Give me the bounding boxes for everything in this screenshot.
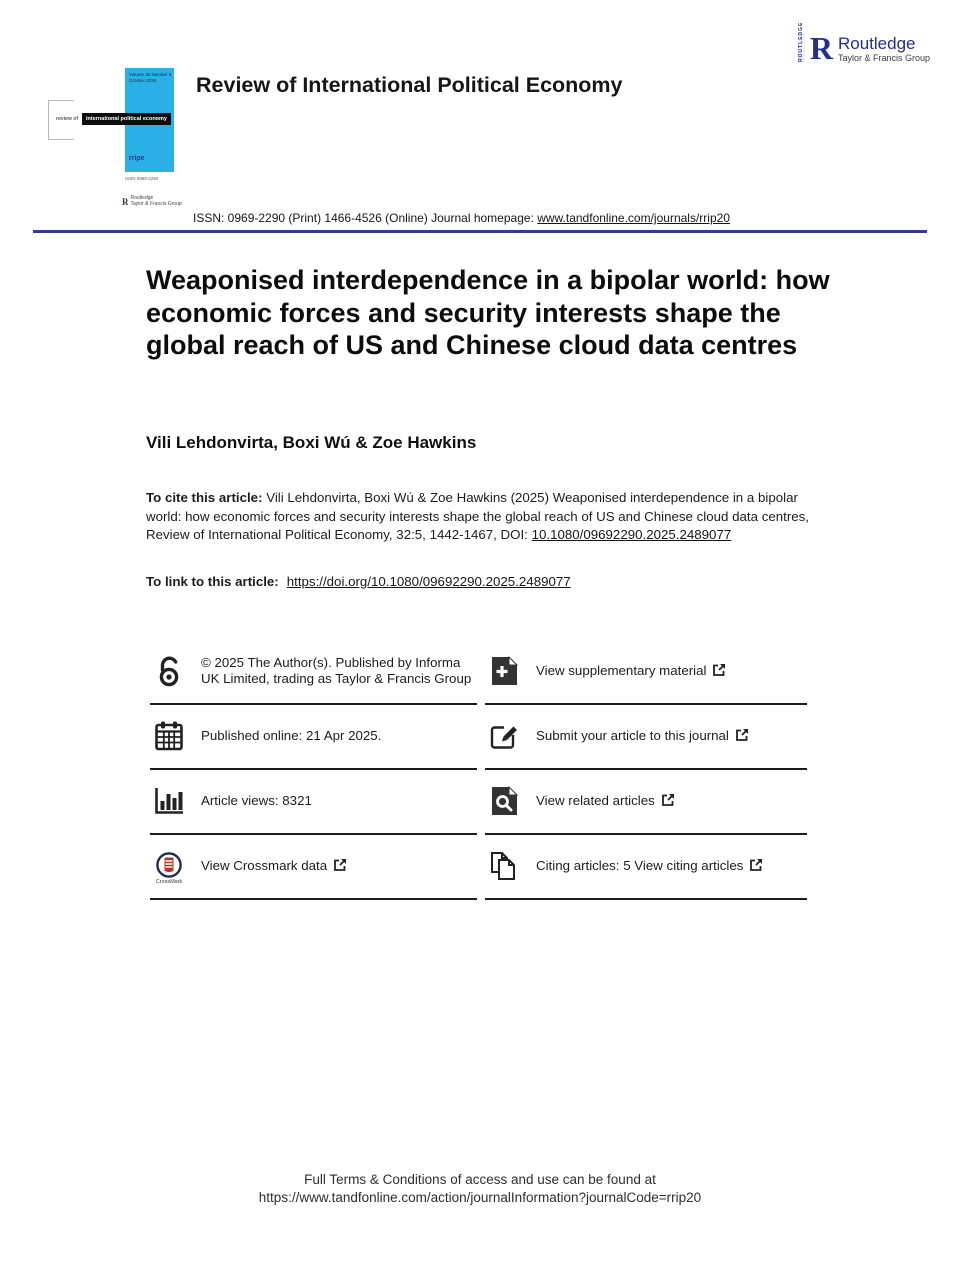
view-related-label: View related articles	[536, 792, 655, 808]
external-link-icon	[712, 663, 726, 677]
article-authors: Vili Lehdonvirta, Boxi Wú & Zoe Hawkins	[146, 433, 477, 452]
routledge-logo	[797, 21, 930, 66]
crossmark-caption: CrossMark	[155, 878, 183, 885]
supplementary-material-icon	[487, 656, 521, 686]
routledge-vertical-text: ROUTLEDGE	[797, 21, 804, 62]
submit-article-label: Submit your article to this journal	[536, 727, 729, 743]
external-link-icon	[749, 858, 763, 872]
journal-title: Review of International Political Economy	[196, 73, 623, 97]
cover-title-banner: international political economy	[82, 113, 171, 125]
external-link-icon	[735, 728, 749, 742]
article-title: Weaponised interdependence in a bipolar world: how economic forces and security interests shape the global reach of US and Chinese cloud data centres	[146, 265, 830, 360]
cover-review-of-text: review of	[56, 116, 79, 122]
related-articles-icon	[487, 786, 521, 816]
terms-url: https://www.tandfonline.com/action/journalInformation?journalCode=rrip20	[258, 1189, 702, 1205]
terms-line: Full Terms & Conditions of access and use can be found at	[304, 1172, 656, 1187]
citing-articles-label: Citing articles: 5 View citing articles	[536, 857, 744, 873]
cover-volume-text: Volume 32 Number 5 October 2025	[129, 72, 172, 83]
link-line	[146, 574, 571, 589]
submit-article-icon	[487, 721, 521, 751]
crossmark-icon	[152, 852, 186, 885]
article-views-text: Article views: 8321	[201, 792, 312, 808]
mini-logo-r-icon: R	[122, 196, 129, 207]
terms-footer	[0, 1171, 960, 1206]
mini-logo-name: Routledge	[130, 195, 154, 201]
crossmark-cell[interactable]	[150, 835, 477, 900]
submit-article-link[interactable]	[536, 728, 749, 744]
open-access-icon	[152, 655, 186, 687]
external-link-icon	[661, 793, 675, 807]
citing-articles-icon	[487, 851, 521, 881]
mini-logo-sub: Taylor & Francis Group	[130, 200, 182, 207]
article-views-cell	[150, 770, 477, 835]
masthead-divider	[33, 230, 927, 233]
citation-paragraph	[146, 489, 810, 545]
journal-cover-thumbnail	[40, 50, 190, 225]
citing-articles-cell[interactable]	[485, 835, 807, 900]
publisher-name: Routledge	[837, 33, 916, 53]
citing-articles-link[interactable]	[536, 858, 763, 874]
published-online-text: Published online: 21 Apr 2025.	[201, 727, 382, 743]
calendar-icon	[152, 721, 186, 751]
cite-label: To cite this article:	[146, 490, 263, 505]
routledge-r-icon: R	[809, 30, 833, 66]
article-info-grid	[150, 640, 807, 900]
article-views-icon	[152, 787, 186, 815]
cover-rripe-logo: rripe	[129, 155, 145, 162]
supplementary-cell[interactable]	[485, 640, 807, 705]
doi-link[interactable]: https://doi.org/10.1080/09692290.2025.2489077	[286, 574, 571, 589]
open-access-cell	[150, 640, 477, 705]
journal-homepage-link[interactable]: www.tandfonline.com/journals/rrip20	[537, 211, 730, 225]
cite-doi-link[interactable]: 10.1080/09692290.2025.2489077	[531, 527, 732, 542]
cover-mini-routledge-logo	[122, 196, 182, 207]
view-supplementary-link[interactable]	[536, 663, 726, 679]
issn-line	[193, 211, 730, 225]
view-supplementary-label: View supplementary material	[536, 662, 707, 678]
related-articles-cell[interactable]	[485, 770, 807, 835]
published-online-cell	[150, 705, 477, 770]
view-related-link[interactable]	[536, 793, 675, 809]
copyright-text: © 2025 The Author(s). Published by Informa UK Limited, trading as Taylor & Francis Group	[201, 655, 472, 686]
view-crossmark-label: View Crossmark data	[201, 857, 328, 873]
cover-issn-text: ISSN 0969-2290	[125, 176, 159, 181]
cite-text: Vili Lehdonvirta, Boxi Wú & Zoe Hawkins (2025) Weaponised interdependence in a bipolar world: how economic forces and security interests shape the global reach of US and Chinese cloud data centres, Review of International Political Economy, 32:5, 1442-1467, DOI:	[146, 490, 809, 542]
external-link-icon	[333, 858, 347, 872]
submit-article-cell[interactable]	[485, 705, 807, 770]
link-label: To link to this article:	[146, 574, 279, 589]
issn-text: ISSN: 0969-2290 (Print) 1466-4526 (Online) Journal homepage:	[193, 211, 538, 225]
view-crossmark-link[interactable]	[201, 858, 347, 874]
publisher-subtitle: Taylor & Francis Group	[837, 52, 930, 63]
